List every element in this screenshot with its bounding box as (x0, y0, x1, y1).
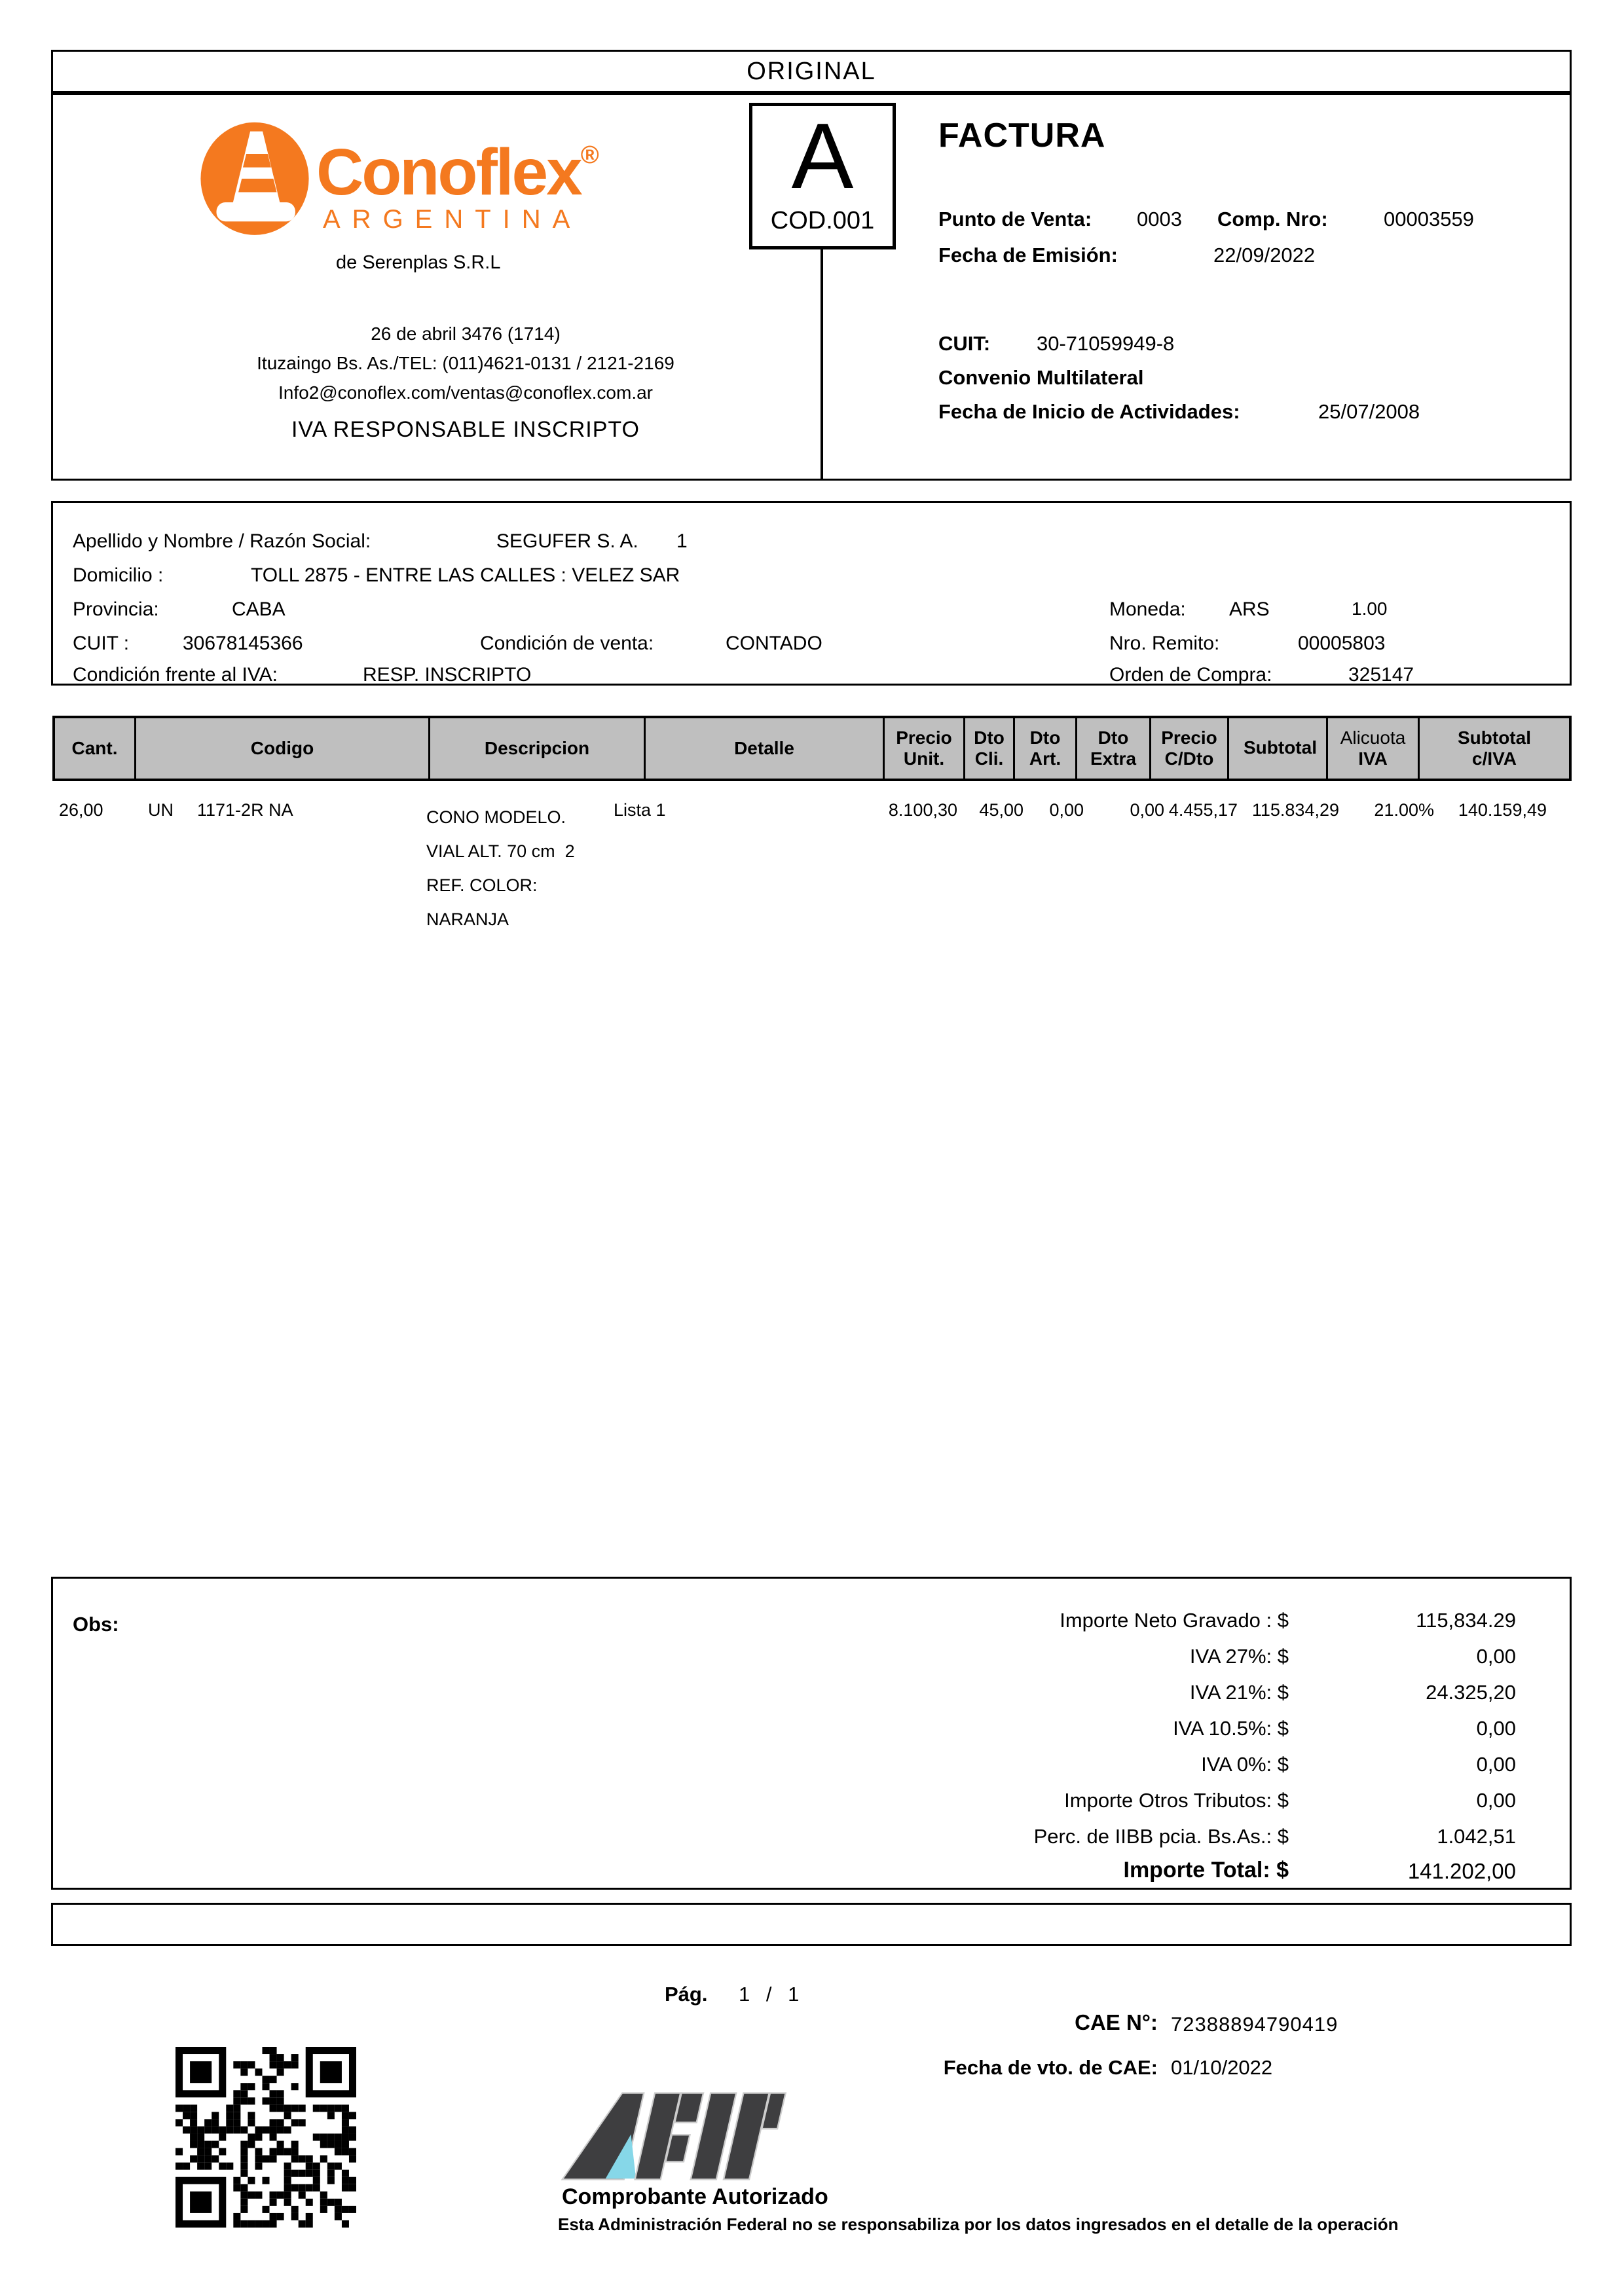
brand-name (316, 122, 597, 209)
item-precio-cdto: 4.455,17 (1168, 800, 1238, 820)
item-codigo: 1171-2R NA (197, 800, 293, 820)
item-dto-extra: 0,00 (1130, 800, 1164, 820)
seller-address-line2: Ituzaingo Bs. As./TEL: (011)4621-0131 / 2121-2169 (257, 353, 674, 373)
col-header-descripcion: Descripcion (430, 718, 646, 779)
cae-value: 72388894790419 (1171, 2013, 1338, 2036)
brand-country: ARGENTINA (323, 205, 582, 234)
condicion-iva-label: Condición frente al IVA: (73, 664, 278, 686)
iva-21-value: 24.325,20 (1426, 1681, 1516, 1704)
perc-iibb-value: 1.042,51 (1437, 1825, 1516, 1848)
orden-compra-label: Orden de Compra: (1109, 664, 1272, 686)
inicio-actividades-value: 25/07/2008 (1318, 400, 1420, 423)
customer-cuit-label: CUIT : (73, 633, 130, 654)
invoice-header-box (51, 93, 1572, 481)
conoflex-cone-icon (198, 120, 311, 236)
invoice-title: FACTURA (938, 117, 1106, 155)
total-neto-gravado-value: 115,834.29 (1416, 1609, 1516, 1632)
afip-disclaimer-text: Esta Administración Federal no se responsabiliza por los datos ingresados en el detalle de la operación (558, 2214, 1399, 2234)
col-header-subtotal: Subtotal (1229, 718, 1328, 779)
cotizacion-value: 1.00 (1352, 598, 1388, 619)
totals-box (51, 1577, 1572, 1890)
comp-nro-label: Comp. Nro: (1217, 208, 1328, 230)
iva-27-value: 0,00 (1476, 1645, 1516, 1668)
seller-address-line1: 26 de abril 3476 (1714) (371, 323, 561, 344)
registered-mark-icon: ® (580, 141, 597, 169)
customer-cuit-value: 30678145366 (183, 633, 303, 654)
otros-tributos-label: Importe Otros Tributos: $ (1064, 1789, 1289, 1812)
cae-vto-value: 01/10/2022 (1171, 2056, 1273, 2079)
seller-address-line3: Info2@conoflex.com/ventas@conoflex.com.ar (278, 382, 653, 403)
moneda-label: Moneda: (1109, 598, 1186, 620)
seller-cuit-value: 30-71059949-8 (1037, 332, 1175, 355)
inicio-actividades-label: Fecha de Inicio de Actividades: (938, 400, 1240, 423)
provincia-value: CABA (232, 598, 286, 620)
iva-0-label: IVA 0%: $ (1201, 1753, 1289, 1776)
customer-box (51, 501, 1572, 686)
iva-21-label: IVA 21%: $ (1189, 1681, 1289, 1704)
importe-total-label: Importe Total: $ (1123, 1858, 1289, 1882)
item-precio-unit: 8.100,30 (888, 800, 957, 820)
item-unidad: UN (148, 800, 174, 820)
iva-105-label: IVA 10.5%: $ (1173, 1717, 1289, 1740)
item-subtotal: 115.834,29 (1251, 800, 1339, 820)
seller-address (119, 319, 813, 407)
page-number-label: Pág. (665, 1983, 708, 2006)
razon-social-value: SEGUFER S. A. (496, 530, 638, 552)
afip-logo (557, 2089, 825, 2184)
condicion-iva-value: RESP. INSCRIPTO (363, 664, 532, 686)
comp-nro-value: 00003559 (1384, 208, 1474, 230)
condicion-venta-label: Condición de venta: (480, 633, 654, 654)
item-alicuota-iva: 21.00% (1374, 800, 1434, 820)
original-strip (51, 50, 1572, 93)
col-header-precio-unit: Precio Unit. (885, 718, 965, 779)
header-divider-line (821, 249, 823, 480)
obs-label: Obs: (73, 1613, 119, 1636)
domicilio-value: TOLL 2875 - ENTRE LAS CALLES : VELEZ SAR (251, 564, 680, 586)
punto-venta-label: Punto de Venta: (938, 208, 1092, 230)
fecha-emision-label: Fecha de Emisión: (938, 244, 1118, 266)
col-header-codigo: Codigo (136, 718, 430, 779)
convenio-label: Convenio Multilateral (938, 366, 1144, 389)
importe-total-value: 141.202,00 (1407, 1859, 1516, 1883)
col-header-detalle: Detalle (646, 718, 885, 779)
item-dto-cli: 45,00 (979, 800, 1024, 820)
invoice-type-letter: A (791, 104, 854, 208)
item-descripcion: CONO MODELO. VIAL ALT. 70 cm 2 REF. COLOR: NARANJA (426, 807, 575, 929)
invoice-type-code: COD.001 (770, 207, 875, 234)
provincia-label: Provincia: (73, 598, 159, 620)
seller-iva-status: IVA RESPONSABLE INSCRIPTO (291, 417, 640, 442)
footer-empty-box (51, 1903, 1572, 1946)
cae-label: CAE N°: (1075, 2010, 1158, 2034)
condicion-venta-value: CONTADO (726, 633, 822, 654)
item-detalle: Lista 1 (614, 800, 666, 820)
razon-social-label: Apellido y Nombre / Razón Social: (73, 530, 371, 552)
iva-105-value: 0,00 (1476, 1717, 1516, 1740)
iva-0-value: 0,00 (1476, 1753, 1516, 1776)
otros-tributos-value: 0,00 (1476, 1789, 1516, 1812)
orden-compra-value: 325147 (1348, 664, 1414, 686)
invoice-type-box (749, 103, 896, 249)
remito-label: Nro. Remito: (1109, 633, 1220, 654)
page-number-value: 1 / 1 (739, 1983, 800, 2006)
qr-code (175, 2047, 356, 2228)
item-subtotal-civa: 140.159,49 (1458, 800, 1547, 820)
col-header-subtotal-civa: Subtotal c/IVA (1458, 727, 1531, 769)
domicilio-label: Domicilio : (73, 564, 164, 586)
item-cant: 26,00 (59, 800, 103, 820)
moneda-value: ARS (1229, 598, 1270, 620)
fecha-emision-value: 22/09/2022 (1213, 244, 1316, 266)
items-table-header (52, 716, 1572, 781)
col-header-precio-cdto: Precio C/Dto (1151, 718, 1229, 779)
item-dto-art: 0,00 (1049, 800, 1084, 820)
original-label: ORIGINAL (747, 57, 876, 85)
total-neto-gravado-label: Importe Neto Gravado : $ (1060, 1609, 1289, 1632)
comprobante-autorizado-label: Comprobante Autorizado (562, 2184, 828, 2209)
iva-27-label: IVA 27%: $ (1189, 1645, 1289, 1668)
seller-cuit-label: CUIT: (938, 332, 991, 355)
punto-venta-value: 0003 (1137, 208, 1182, 230)
razon-social-number: 1 (676, 530, 688, 552)
perc-iibb-label: Perc. de IIBB pcia. Bs.As.: $ (1033, 1825, 1289, 1848)
col-header-alicuota-iva: Alicuota IVA (1328, 718, 1420, 779)
col-header-dto-art: Dto Art. (1015, 718, 1077, 779)
brand-company: de Serenplas S.R.L (336, 252, 501, 273)
col-header-dto-extra: Dto Extra (1077, 718, 1151, 779)
col-header-dto-cli: Dto Cli. (965, 718, 1015, 779)
remito-value: 00005803 (1298, 633, 1386, 654)
brand-word: Conoflex (316, 136, 581, 209)
cae-vto-label: Fecha de vto. de CAE: (943, 2056, 1158, 2079)
col-header-cant: Cant. (55, 718, 136, 779)
